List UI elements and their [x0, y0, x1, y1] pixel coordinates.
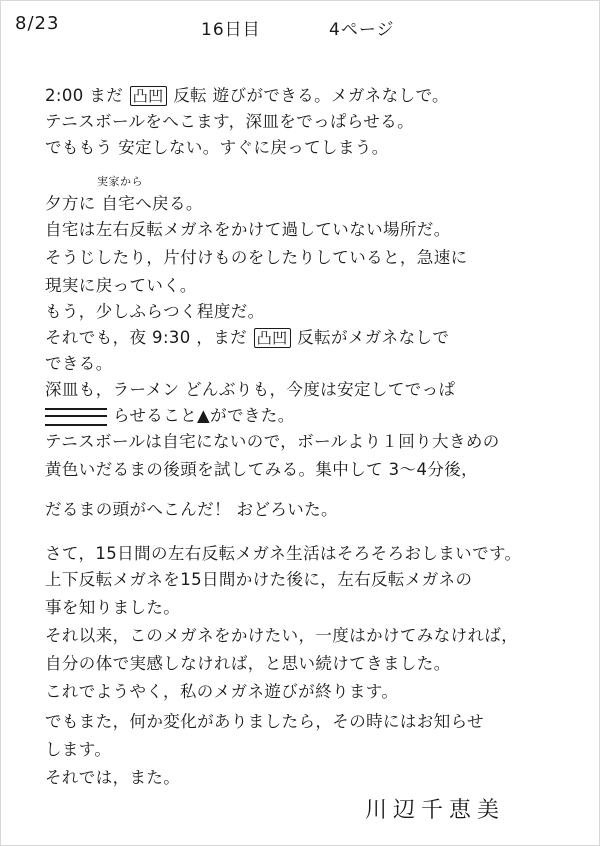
- letter-line: [45, 405, 295, 427]
- letter-line: これでようやく，私のメガネ遊びが終ります。: [45, 682, 399, 701]
- letter-line: 深皿も，ラーメン どんぶりも，今度は安定してでっぱ: [45, 380, 456, 399]
- letter-line: それ以来，このメガネをかけたい，一度はかけてみなければ，: [45, 626, 519, 645]
- letter-line: さて，15日間の左右反転メガネ生活はそろそろおしまいです。: [45, 544, 522, 563]
- letter-line: 夕方に 自宅へ戻る。: [45, 194, 203, 213]
- day-count-label: 16日目: [201, 20, 261, 40]
- line-text: 2:00 まだ: [45, 86, 124, 105]
- letter-line: だるまの頭がへこんだ！ おどろいた。: [45, 500, 338, 519]
- letter-line: できる。: [45, 354, 113, 373]
- letter-line: テニスボールは自宅にないので，ボールより１回り大きめの: [45, 432, 500, 451]
- letter-line: もう，少しふらつく程度だ。: [45, 302, 265, 321]
- line-text: 反転 遊びができる。メガネなしで。: [173, 86, 449, 105]
- letter-line: [45, 85, 449, 107]
- letter-line: それでは，また。: [45, 768, 181, 787]
- letter-line: します。: [45, 740, 112, 759]
- author-signature: 川辺千恵美: [365, 798, 506, 823]
- line-text: らせること▲ができた。: [113, 406, 295, 425]
- crossed-out-text: [45, 408, 107, 426]
- letter-line: でもまた，何か変化がありましたら，その時にはお知らせ: [45, 712, 484, 731]
- line-text: それでも，夜 9:30 ，まだ: [45, 328, 248, 347]
- letter-line: 黄色いだるまの後頭を試してみる。集中して 3～4分後，: [45, 460, 479, 479]
- page-number-label: 4ページ: [329, 20, 395, 40]
- letter-line: テニスボールをへこます，深皿をでっぱらせる。: [45, 112, 414, 131]
- convex-concave-symbol: 凸凹: [254, 328, 291, 348]
- letter-line: 自分の体で実感しなければ，と思い続けてきました。: [45, 654, 451, 673]
- letter-line: [45, 327, 449, 349]
- line-text: 反転がメガネなしで: [297, 328, 450, 347]
- letter-line: 自宅は左右反転メガネをかけて過していない場所だ。: [45, 220, 451, 239]
- letter-line: そうじしたり，片付けものをしたりしていると，急速に: [45, 248, 468, 267]
- inserted-annotation: 実家から: [97, 175, 143, 188]
- letter-line: でももう 安定しない。すぐに戻ってしまう。: [45, 138, 389, 157]
- letter-line: 上下反転メガネを15日間かけた後に，左右反転メガネの: [45, 570, 473, 589]
- letter-line: 現実に戻っていく。: [45, 276, 197, 295]
- date-label: 8/23: [15, 13, 60, 34]
- convex-concave-symbol: 凸凹: [130, 86, 167, 106]
- letter-line: 事を知りました。: [45, 598, 181, 617]
